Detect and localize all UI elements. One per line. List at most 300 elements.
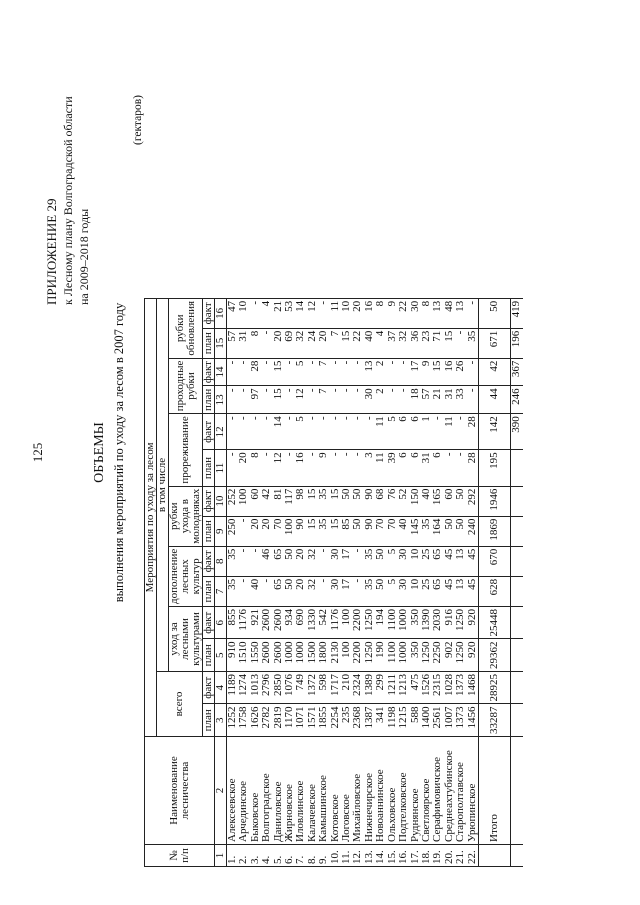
value-cell: 7	[318, 358, 329, 386]
value-cell: 31	[444, 386, 455, 414]
value-cell: 40	[398, 516, 409, 546]
forestry-name: Нижнечирское	[364, 737, 375, 845]
value-cell: -	[318, 576, 329, 606]
spacer-cell	[511, 639, 523, 672]
value-cell: 1330	[307, 607, 318, 640]
header-activities: Мероприятия по уходу за лесом	[145, 298, 157, 736]
value-cell: 20	[261, 516, 272, 546]
value-cell: -	[364, 414, 375, 450]
spacer-cell	[511, 576, 523, 606]
row-number: 21.	[455, 845, 466, 867]
header-plan: план	[203, 576, 215, 606]
value-cell: 11	[444, 414, 455, 450]
value-cell: 690	[295, 607, 306, 640]
value-cell: 50	[444, 516, 455, 546]
forestry-name: Урюпинское	[467, 737, 479, 845]
value-cell: 45	[467, 546, 479, 576]
value-cell: 2600	[261, 639, 272, 672]
value-cell: 25	[421, 576, 432, 606]
value-cell: 36	[410, 328, 421, 358]
value-cell: 1526	[421, 672, 432, 705]
value-cell: 57	[421, 386, 432, 414]
value-cell: 11	[375, 450, 386, 486]
value-cell: 30	[330, 576, 341, 606]
value-cell: 13	[455, 576, 466, 606]
row-number: 6.	[284, 845, 295, 867]
value-cell: -	[238, 516, 249, 546]
value-cell: 30	[398, 576, 409, 606]
value-cell: 100	[238, 486, 249, 516]
value-cell: 97	[250, 386, 261, 414]
value-cell: 20	[238, 450, 249, 486]
value-cell: -	[318, 414, 329, 450]
value-cell: 2600	[273, 607, 284, 640]
value-cell: -	[284, 386, 295, 414]
value-cell: 7	[318, 386, 329, 414]
value-cell: 81	[273, 486, 284, 516]
total-cell: 25448	[478, 607, 510, 640]
header-column-numbers	[215, 298, 227, 866]
value-cell: 40	[364, 328, 375, 358]
total-cell: 42	[478, 358, 510, 386]
value-cell: 40	[250, 576, 261, 606]
total-row	[478, 298, 510, 866]
value-cell: 60	[250, 486, 261, 516]
column-number: 16	[215, 298, 227, 328]
value-cell: 13	[364, 358, 375, 386]
value-cell: -	[352, 450, 363, 486]
value-cell: 35	[364, 546, 375, 576]
value-cell: 30	[410, 298, 421, 328]
forestry-name: Котовское	[330, 737, 341, 845]
value-cell: 70	[387, 516, 398, 546]
value-cell: -	[455, 328, 466, 358]
forestry-name: Руднянское	[410, 737, 421, 845]
value-cell: 2600	[273, 639, 284, 672]
value-cell: 65	[273, 576, 284, 606]
total-extra-cell: 367	[511, 358, 523, 386]
value-cell: 52	[398, 486, 409, 516]
value-cell: 5	[295, 414, 306, 450]
value-cell: -	[387, 358, 398, 386]
value-cell: 1100	[387, 639, 398, 672]
value-cell: 20	[295, 546, 306, 576]
value-cell: 24	[307, 328, 318, 358]
value-cell: 13	[455, 298, 466, 328]
value-cell: 15	[273, 358, 284, 386]
spacer-cell	[511, 737, 523, 845]
value-cell: -	[341, 414, 352, 450]
value-cell: 15	[307, 486, 318, 516]
value-cell: 12	[273, 450, 284, 486]
value-cell: 350	[410, 607, 421, 640]
value-cell: 90	[364, 516, 375, 546]
row-number: 12.	[352, 845, 363, 867]
column-number: 5	[215, 639, 227, 672]
value-cell: 1390	[421, 607, 432, 640]
header-name: Наименование лесничества	[145, 737, 215, 845]
row-number: 2.	[238, 845, 249, 867]
value-cell: -	[261, 576, 272, 606]
value-cell: 12	[295, 386, 306, 414]
value-cell: 8	[250, 328, 261, 358]
total-extra-cell: 196	[511, 328, 523, 358]
total-label: Итого	[478, 737, 510, 845]
value-cell: 50	[455, 486, 466, 516]
value-cell: 2130	[330, 639, 341, 672]
value-cell: 9	[421, 358, 432, 386]
value-cell: -	[330, 386, 341, 414]
value-cell: 14	[295, 298, 306, 328]
value-cell: 8	[250, 450, 261, 486]
value-cell: -	[341, 386, 352, 414]
value-cell: 14	[273, 414, 284, 450]
forestry-name: Калачевское	[307, 737, 318, 845]
header-num: № п/п	[145, 845, 215, 867]
value-cell: 6	[398, 450, 409, 486]
column-number: 12	[215, 414, 227, 450]
row-number: 13.	[364, 845, 375, 867]
value-cell: -	[398, 358, 409, 386]
value-cell: 70	[375, 516, 386, 546]
value-cell: -	[352, 576, 363, 606]
appendix-header	[44, 96, 92, 305]
value-cell: 17	[410, 358, 421, 386]
value-cell: 50	[284, 546, 295, 576]
value-cell: -	[261, 386, 272, 414]
table-row	[455, 298, 466, 866]
forestry-name: Арчединское	[238, 737, 249, 845]
value-cell: 65	[432, 546, 443, 576]
value-cell: 35	[227, 576, 239, 606]
value-cell: 598	[318, 672, 329, 705]
value-cell: 1100	[387, 607, 398, 640]
value-cell: -	[261, 358, 272, 386]
value-cell: 20	[250, 516, 261, 546]
header-group-thinning: прореживание	[169, 414, 203, 486]
value-cell: -	[432, 414, 443, 450]
value-cell: 1028	[444, 672, 455, 705]
value-cell: 35	[227, 546, 239, 576]
value-cell: 26	[455, 358, 466, 386]
total-cell: 29362	[478, 639, 510, 672]
value-cell: -	[238, 546, 249, 576]
value-cell: 1387	[364, 704, 375, 737]
value-cell: 33	[455, 386, 466, 414]
value-cell: -	[352, 414, 363, 450]
value-cell: -	[238, 386, 249, 414]
total-cell: 33287	[478, 704, 510, 737]
value-cell: 5	[387, 576, 398, 606]
value-cell: 1468	[467, 672, 479, 705]
value-cell: 1250	[364, 607, 375, 640]
value-cell: 2250	[432, 639, 443, 672]
value-cell: 6	[410, 414, 421, 450]
value-cell: 15	[444, 328, 455, 358]
value-cell: 42	[261, 486, 272, 516]
row-number: 20.	[444, 845, 455, 867]
value-cell: 5	[295, 358, 306, 386]
forestry-name: Иловлинское	[295, 737, 306, 845]
forestry-name: Светлоярское	[421, 737, 432, 845]
value-cell: 475	[410, 672, 421, 705]
value-cell: 16	[444, 358, 455, 386]
value-cell: 240	[467, 516, 479, 546]
total-cell: 628	[478, 576, 510, 606]
value-cell: 32	[295, 328, 306, 358]
value-cell: 30	[330, 546, 341, 576]
value-cell: 85	[341, 516, 352, 546]
header-group-young-stands: рубки ухода в молодняках	[169, 486, 203, 546]
value-cell: -	[227, 358, 239, 386]
value-cell: 2561	[432, 704, 443, 737]
value-cell: 299	[375, 672, 386, 705]
value-cell: 10	[410, 546, 421, 576]
value-cell: 50	[352, 486, 363, 516]
value-cell: 8	[421, 298, 432, 328]
value-cell: 20	[318, 328, 329, 358]
total-cell: 670	[478, 546, 510, 576]
value-cell: 1000	[284, 639, 295, 672]
forestry-name: Михайловское	[352, 737, 363, 845]
value-cell: -	[261, 328, 272, 358]
value-cell: 194	[375, 607, 386, 640]
value-cell: 855	[227, 607, 239, 640]
value-cell: -	[330, 358, 341, 386]
value-cell: 30	[398, 546, 409, 576]
table-row	[318, 298, 329, 866]
value-cell: -	[284, 450, 295, 486]
value-cell: 1372	[307, 672, 318, 705]
document-subtitle: выполнения мероприятий по уходу за лесом в 2007 году	[112, 302, 126, 603]
spacer-cell	[511, 845, 523, 867]
value-cell: 1456	[467, 704, 479, 737]
value-cell: -	[307, 358, 318, 386]
forestry-name: Логовское	[341, 737, 352, 845]
total-cell: 1869	[478, 516, 510, 546]
value-cell: 100	[341, 639, 352, 672]
value-cell: -	[284, 414, 295, 450]
value-cell: 65	[273, 546, 284, 576]
value-cell: 920	[467, 607, 479, 640]
value-cell: 165	[432, 486, 443, 516]
value-cell: 28	[467, 414, 479, 450]
total-cell: 44	[478, 386, 510, 414]
value-cell: 1000	[398, 607, 409, 640]
value-cell: -	[238, 414, 249, 450]
value-cell: 35	[364, 576, 375, 606]
value-cell: 50	[284, 576, 295, 606]
value-cell: 1758	[238, 704, 249, 737]
value-cell: -	[352, 386, 363, 414]
total-cell: 142	[478, 414, 510, 450]
value-cell: 22	[352, 328, 363, 358]
value-cell: 2	[375, 358, 386, 386]
value-cell: 15	[273, 386, 284, 414]
header-group-passage-cuts: проходные рубки	[169, 358, 203, 414]
row-number: 14.	[375, 845, 386, 867]
value-cell: 17	[341, 576, 352, 606]
value-cell: 20	[295, 576, 306, 606]
column-number: 15	[215, 328, 227, 358]
value-cell: 350	[410, 639, 421, 672]
value-cell: 53	[284, 298, 295, 328]
value-cell: 2254	[330, 704, 341, 737]
value-cell: 18	[410, 386, 421, 414]
forestry-name: Серафимовичское	[432, 737, 443, 845]
forestry-name: Ольховское	[387, 737, 398, 845]
header-fact: факт	[203, 358, 215, 386]
value-cell: 164	[432, 516, 443, 546]
value-cell: 50	[375, 546, 386, 576]
value-cell: 10	[238, 298, 249, 328]
value-cell: 65	[432, 576, 443, 606]
value-cell: 16	[364, 298, 375, 328]
table-row	[432, 298, 443, 866]
value-cell: 30	[364, 386, 375, 414]
value-cell: 1500	[307, 639, 318, 672]
value-cell: 7	[330, 328, 341, 358]
value-cell: -	[307, 450, 318, 486]
total-extra-cell: 246	[511, 386, 523, 414]
spacer-cell	[511, 672, 523, 705]
header-plan: план	[203, 704, 215, 737]
value-cell: 145	[410, 516, 421, 546]
value-cell: 2782	[261, 704, 272, 737]
value-cell: 6	[432, 450, 443, 486]
column-number: 3	[215, 704, 227, 737]
value-cell: -	[250, 546, 261, 576]
value-cell: 1250	[364, 639, 375, 672]
value-cell: 1855	[318, 704, 329, 737]
value-cell: 2030	[432, 607, 443, 640]
value-cell: -	[330, 414, 341, 450]
value-cell: -	[352, 358, 363, 386]
row-number: 3.	[250, 845, 261, 867]
header-plan: план	[203, 386, 215, 414]
column-number: 4	[215, 672, 227, 705]
value-cell: 749	[295, 672, 306, 705]
value-cell: 4	[375, 328, 386, 358]
value-cell: 588	[410, 704, 421, 737]
value-cell: 40	[421, 486, 432, 516]
value-cell: 1215	[398, 704, 409, 737]
header-group-forest-cultures: уход за лесными культурами	[169, 607, 203, 672]
appendix-line-1: к Лесному плану Волгоградской области	[61, 96, 75, 305]
value-cell: 45	[444, 546, 455, 576]
value-cell: 902	[444, 639, 455, 672]
value-cell: -	[467, 358, 479, 386]
value-cell: 2819	[273, 704, 284, 737]
value-cell: -	[318, 546, 329, 576]
value-cell: 35	[467, 328, 479, 358]
header-fact: факт	[203, 607, 215, 640]
value-cell: 31	[421, 450, 432, 486]
forestry-name: Жирновское	[284, 737, 295, 845]
value-cell: 13	[432, 298, 443, 328]
value-cell: 15	[330, 516, 341, 546]
spacer-cell	[511, 607, 523, 640]
units-label: (гектаров)	[132, 95, 144, 145]
header-plan: план	[203, 516, 215, 546]
total-cell: 28925	[478, 672, 510, 705]
row-number: 16.	[398, 845, 409, 867]
value-cell: -	[227, 386, 239, 414]
value-cell: 98	[295, 486, 306, 516]
spacer-cell	[511, 546, 523, 576]
value-cell: -	[341, 358, 352, 386]
value-cell: 31	[238, 328, 249, 358]
value-cell: 1250	[421, 639, 432, 672]
value-cell: 1000	[398, 639, 409, 672]
value-cell: 1076	[284, 672, 295, 705]
value-cell: 70	[273, 516, 284, 546]
value-cell: 2600	[261, 607, 272, 640]
header-group-additions: дополнение лесных культур	[169, 546, 203, 606]
value-cell: 15	[330, 486, 341, 516]
value-cell: 100	[341, 607, 352, 640]
value-cell: 2796	[261, 672, 272, 705]
value-cell: 39	[387, 450, 398, 486]
row-number: 8.	[307, 845, 318, 867]
value-cell: 50	[352, 516, 363, 546]
value-cell: 1	[421, 414, 432, 450]
header-fact: факт	[203, 486, 215, 516]
value-cell: 210	[341, 672, 352, 705]
forestry-name: Подтелковское	[398, 737, 409, 845]
header-plan: план	[203, 639, 215, 672]
total-extra-cell: 390	[511, 414, 523, 450]
value-cell: 15	[341, 328, 352, 358]
value-cell: 11	[375, 414, 386, 450]
value-cell: 1189	[227, 672, 239, 705]
table-body	[227, 298, 523, 866]
value-cell: 47	[227, 298, 239, 328]
value-cell: 1510	[238, 639, 249, 672]
value-cell: 1550	[250, 639, 261, 672]
value-cell: -	[387, 386, 398, 414]
value-cell: 2368	[352, 704, 363, 737]
value-cell: 1211	[387, 672, 398, 705]
value-cell: 69	[284, 328, 295, 358]
row-number: 17.	[410, 845, 421, 867]
value-cell: -	[318, 298, 329, 328]
value-cell: 150	[410, 486, 421, 516]
value-cell: -	[250, 298, 261, 328]
value-cell: 2200	[352, 639, 363, 672]
value-cell: 1007	[444, 704, 455, 737]
spacer-cell	[511, 450, 523, 486]
value-cell: 10	[341, 298, 352, 328]
value-cell: 50	[375, 576, 386, 606]
row-number: 18.	[421, 845, 432, 867]
forestry-name: Быковское	[250, 737, 261, 845]
value-cell: 21	[273, 298, 284, 328]
value-cell: 2324	[352, 672, 363, 705]
row-number: 9.	[318, 845, 329, 867]
value-cell: 1170	[284, 704, 295, 737]
header-fact: факт	[203, 414, 215, 450]
value-cell: 1626	[250, 704, 261, 737]
value-cell: 60	[444, 486, 455, 516]
value-cell: 341	[375, 704, 386, 737]
value-cell: 68	[375, 486, 386, 516]
value-cell: 934	[284, 607, 295, 640]
header-plan: план	[203, 328, 215, 358]
value-cell: 32	[307, 576, 318, 606]
value-cell: 1800	[318, 639, 329, 672]
value-cell: 1389	[364, 672, 375, 705]
